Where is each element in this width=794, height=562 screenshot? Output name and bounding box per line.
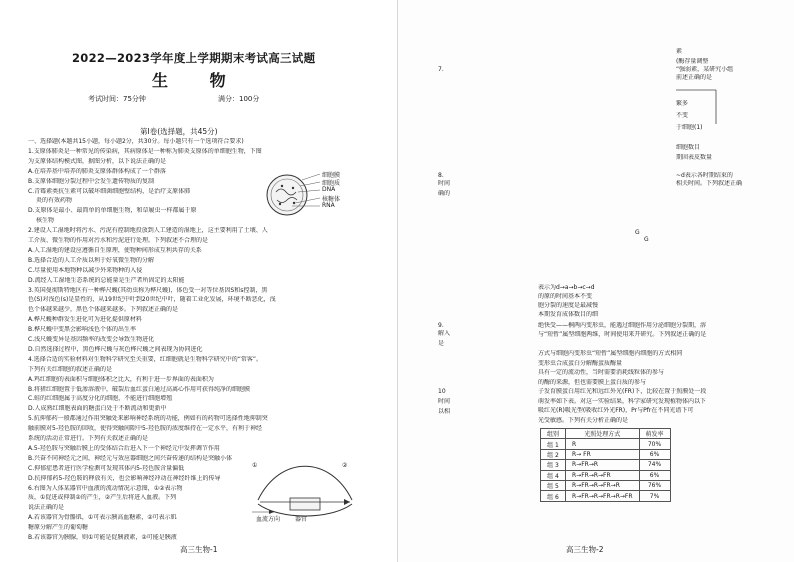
table-row xyxy=(541,460,671,470)
question-line: A.5-羟色胺与突触后膜上的受体结合后进入下一个神经元中发挥调节作用 xyxy=(28,444,220,452)
top-fragment: 相关时间。下列叙述正确 xyxy=(676,180,743,187)
question-line: C.尽量使用本地物种以减少外来物种的入侵 xyxy=(28,266,143,274)
cell-group: 组 5 xyxy=(541,480,566,490)
footer-page-2: 高三生物-2 xyxy=(566,545,604,554)
top-fragment: 素 xyxy=(676,48,683,55)
top-fragment: 前述正确的是 xyxy=(676,74,713,81)
lower-line: 萌发率如下表。对这一实验结果，科学家研究发现植物体内以下 xyxy=(538,397,707,405)
lower-line: 吸红光(R)吸光型(吸收红外光FR)，Pr与Pfr在不同光谱下可 xyxy=(538,407,694,414)
exam-time: 考试时间：75分钟 xyxy=(88,95,146,103)
question-line: B.选择合适的人工介质以利于好氧微生物的分解 xyxy=(28,256,155,264)
cell-treatment: R→FR→R→FR→R xyxy=(566,480,640,490)
question-line: 糖原分解产生的葡萄糖 xyxy=(28,524,89,532)
question-line: D.抗抑郁药5-羟色胺的释放有关，也会影响神经冲动在神经纤维上的传导 xyxy=(28,474,221,482)
section-heading: 第Ⅰ卷(选择题，共45分) xyxy=(140,127,218,136)
label-blood-flow: 血流方向 xyxy=(256,516,281,523)
table-row xyxy=(541,470,671,480)
question-line: 下列有关红细胞的叙述正确的是 xyxy=(28,365,113,373)
full-score: 满分：100分 xyxy=(218,95,260,103)
exam-page-right xyxy=(397,0,794,562)
question-line: C.蛙的红细胞属于高度分化的细胞，不能进行细胞增殖 xyxy=(28,395,173,403)
top-fragment: 于细胞(1) xyxy=(676,124,703,131)
cell-group: 组 2 xyxy=(541,449,566,459)
margin-fragment: 是 xyxy=(438,340,445,347)
question-line: 说法正确的是 xyxy=(28,504,65,512)
cell-rate: 7% xyxy=(639,491,670,501)
table-row xyxy=(541,449,671,459)
question-line: 色(S)对浅色(s)是显性的，从19世纪中叶到20世纪中叶，随着工业化发展，环境不断恶化，浅 xyxy=(28,296,276,304)
blood-flow-diagram xyxy=(250,460,360,520)
mid-line: 绝快受——桐两内变形虫，能遇过细胞作用分泌细胞分裂期，溶 xyxy=(538,322,707,329)
mycoplasma-diagram xyxy=(262,170,362,220)
cell-rate: 6% xyxy=(639,449,670,459)
label-ribosome: 核糖体 xyxy=(322,196,341,203)
lower-line: 光受敏感。下列有关分析正确的是 xyxy=(538,416,629,424)
footer-page-1: 高三生物-1 xyxy=(180,545,218,554)
margin-fragment: 9. xyxy=(438,322,444,329)
cell-treatment: R xyxy=(566,439,640,449)
margin-fragment: 时间 xyxy=(438,398,451,405)
lower-line: 变形虫合成蛋白分解酶蛋质酶量 xyxy=(538,359,623,367)
question-line: 2.建设人工湿地时将污水、污泥有控制地投放到人工建造的湿地上，这主要利用了土壤、人 xyxy=(28,227,268,235)
question-line: 5.抗抑郁药一般都通过作用突触处来影响神经系统的功能，例如有的药物可选择性地抑制突 xyxy=(28,415,268,423)
header-group: 组别 xyxy=(541,429,566,439)
lower-line: 的酶的来源，但也需要膜上蛋白质的参与 xyxy=(538,378,647,386)
margin-fragment: 解入 xyxy=(438,330,451,337)
question-line: 一、选择题(本题共15小题，每小题2分，共30分。每小题只有一个选项符合要求) xyxy=(28,138,244,145)
question-line: C.抑郁症患者进行医学检测可发现其体内5-羟色胺含量偏低 xyxy=(28,464,185,472)
cell-rate: 74% xyxy=(639,460,670,470)
top-fragment: ~d表示各时期结束的 xyxy=(676,172,733,179)
question-line: 核生物 xyxy=(36,217,55,225)
question-line: D.流经人工湿地生态系统的总能量是生产者所固定的太阳能 xyxy=(28,276,185,284)
question-line: B.若该器官为胰腺，则①可能是促胰液素，②可能是胰液 xyxy=(28,534,177,541)
question-line: D.人成熟红细胞表面的糖蛋白处于不断流动和更新中 xyxy=(28,405,167,413)
cell-group: 组 4 xyxy=(541,470,566,480)
top-fragment: (酶存量调整 xyxy=(676,58,709,65)
label-cytoplasm: 细胞质 xyxy=(322,180,341,187)
question-line: C.青霉素类抗生素可以破坏细菌细胞壁结构，是治疗支原体肺 xyxy=(28,187,191,195)
label-cell-membrane: 细胞膜 xyxy=(322,172,341,179)
table-row xyxy=(541,439,671,449)
cell-rate: 76% xyxy=(639,480,670,490)
question-line: B.将猪红细胞置于低渗溶液中，破裂后血红蛋白通过高离心作用可获得纯净的细胞膜 xyxy=(28,385,251,393)
cell-group: 组 1 xyxy=(541,439,566,449)
label-organ: 器官 xyxy=(295,516,308,523)
mid-line: 表示为d→a→b→c→d xyxy=(538,284,595,291)
margin-fragment: 7. xyxy=(438,66,444,73)
question-line: 6.右图为人体某器官中血液的流动情况示意图，①②表示物 xyxy=(28,484,183,492)
cell-treatment: R→FR→R→FR xyxy=(566,470,640,480)
lower-line: 方式与细胞内变形虫“短暂”属型细胞内细胞的方式相同 xyxy=(538,350,683,357)
mid-line: 的原的时间基本不变 xyxy=(538,293,593,300)
mid-line: 本期发育成体数目的细 xyxy=(538,311,599,318)
exam-title: 2022—2023学年度上学期期末考试高三试题 xyxy=(72,51,316,65)
top-fragment: 期固表皮数量 xyxy=(676,154,713,161)
question-line: 1.支原体肺炎是一种常见的传染病，其病原体是一种称为肺炎支原体的单细胞生物，下图 xyxy=(28,147,262,155)
question-line: B.支原体细胞分裂过程中会发生遗传物质的复制 xyxy=(28,177,155,185)
table-row xyxy=(541,480,671,490)
question-line: D.支原体是最小、最简单的单细胞生物，和草履虫一样都属于原 xyxy=(28,207,197,215)
label-rna: RNA xyxy=(322,202,335,209)
bracket-line xyxy=(676,88,726,128)
question-line: 为支原体结构模式图，据图分析，以下说法正确的是 xyxy=(28,157,167,165)
germination-table xyxy=(540,428,671,502)
lower-line: 子发育膜蛋白用红光和远红外光(FR)下，比较在置于照膜处一段 xyxy=(538,388,707,395)
cell-treatment: R→FR→R→FR→R→FR xyxy=(566,491,640,501)
margin-fragment: 确的 xyxy=(438,190,451,197)
question-line: 触前膜对5-羟色胺的回收，使得突触间隙中5-羟色胺的浓度维持在一定水平，有利于神经 xyxy=(28,425,262,433)
header-germination-rate: 萌发率 xyxy=(639,429,670,439)
lower-line: 具有一定的流动性，当时需要消耗线粒体的参与 xyxy=(538,369,665,376)
cell-group: 组 3 xyxy=(541,460,566,470)
question-line: 系统的活动正常进行。下列有关叙述正确的是 xyxy=(28,435,149,442)
question-line: B.兴奋不同神经元之间，神经元与效应器细胞之间兴奋传递的结构是突触小体 xyxy=(28,454,233,462)
question-line: 色个体越来越少，黑色个体越来越多。下列叙述正确的是 xyxy=(28,306,179,314)
top-fragment: 繁多 xyxy=(676,100,689,107)
cell-treatment: R→ FR xyxy=(566,449,640,459)
question-line: B.桦尺蠖中变黑会影响浅色个体的出生率 xyxy=(28,326,137,334)
marker-one: ① xyxy=(252,462,258,469)
question-line: 质，①促进或抑制②的产生，②产生后将进入血液。下列 xyxy=(28,494,177,502)
mid-line: 与“短暂”属型细胞两维，时间使用来开研究。下列叙述正确的是 xyxy=(538,331,707,338)
table-header-row xyxy=(541,429,671,439)
top-fragment: 不变 xyxy=(676,112,689,119)
margin-fragment: 8. xyxy=(438,172,444,179)
margin-fragment: 以相 xyxy=(438,408,451,415)
question-line: A.人工湿地的建设应遵循自生原理，使物种间形成互利共存的关系 xyxy=(28,246,202,254)
cell-treatment: R→FR→R xyxy=(566,460,640,470)
subject-heading: 生 物 xyxy=(152,71,244,90)
question-line: A.在培养基中培养的肺炎支原体群体构成了一个群落 xyxy=(28,167,166,175)
question-line: 炎的有效药物 xyxy=(36,197,73,205)
g-letter-2: G xyxy=(644,236,649,243)
label-dna: DNA xyxy=(322,186,336,193)
mid-line: 胞分裂的速度是最减慢 xyxy=(538,302,599,309)
question-line: A.桦尺蠖种群发生进化可为进化提供原材料 xyxy=(28,316,142,324)
question-line: 3.英国曼彻斯特地区有一种桦尺蠖(其幼虫称为桦尺蠖)，体色受一对等位基因S和s控制，黑 xyxy=(28,286,268,294)
question-line: D.自然选择过程中，黑色桦尺蠖与灰色桦尺蠖之间表现为协同进化 xyxy=(28,345,203,353)
margin-fragment: 10 xyxy=(438,388,446,395)
question-line: A.鸡红细胞的表面积与细胞体积之比大，有利于进一步界面的表面积为 xyxy=(28,375,214,383)
top-fragment: 细胞数目 xyxy=(676,144,701,151)
question-line: 工介质、微生物的作用对污水和污泥进行处理。下列叙述不合理的是 xyxy=(28,237,209,244)
header-light-treatment: 光照处理方式 xyxy=(566,429,640,439)
top-fragment: “强弱素，某研究小组 xyxy=(676,66,734,73)
question-line: C.浅尺蠖变异是基因频率的改变会导致生物进化 xyxy=(28,336,155,343)
marker-two: ② xyxy=(342,462,348,469)
question-line: A.若该器官为骨骼肌，①可表示胰高血糖素，②可表示肌 xyxy=(28,514,177,522)
margin-fragment: 时间 xyxy=(438,180,451,187)
question-line: 4.选择合适的实验材料对生物科学研究至关重要，红细胞就是生物科学研究中的“常客”。 xyxy=(28,355,262,363)
table-row xyxy=(541,491,671,501)
cell-group: 组 6 xyxy=(541,491,566,501)
cell-rate: 70% xyxy=(639,439,670,449)
cell-rate: 6% xyxy=(639,470,670,480)
g-letter-1: G xyxy=(635,229,640,236)
